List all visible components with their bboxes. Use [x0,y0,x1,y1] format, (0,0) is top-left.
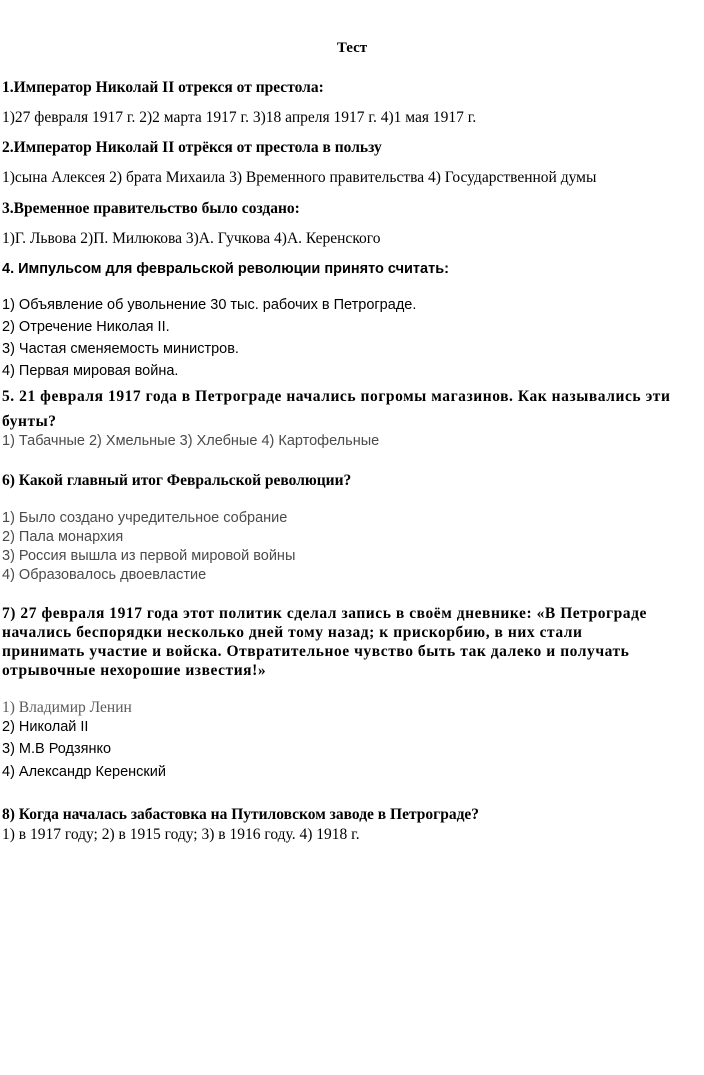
question-7: отрывочные нехорошие известия!» [2,662,267,679]
question-7-answer: 4) Александр Керенский [2,764,166,780]
question-2-answers: 1)сына Алексея 2) брата Михаила 3) Временного правительства 4) Государственной думы [2,169,597,186]
question-3: 3.Временное правительство было создано: [2,200,300,217]
question-7: принимать участие и войска. Отвратительное чувство быть так далеко и получать [2,643,630,660]
question-4-answer: 3) Частая сменяемость министров. [2,341,239,357]
question-7-answer: 3) М.В Родзянко [2,741,112,757]
question-2: 2.Император Николай II отрёкся от престола в пользу [2,139,382,156]
question-5-answers: 1) Табачные 2) Хмельные 3) Хлебные 4) Картофельные [2,433,380,449]
page-title: Тест [336,40,368,56]
question-4-answer: 2) Отречение Николая II. [2,319,170,335]
question-3-answers: 1)Г. Львова 2)П. Милюкова 3)А. Гучкова 4)А. Керенского [2,230,381,247]
question-8-answers: 1) в 1917 году; 2) в 1915 году; 3) в 1916 году. 4) 1918 г. [2,826,360,843]
question-1: 1.Император Николай II отрекся от престола: [2,79,324,96]
question-7-answer: 2) Николай II [2,719,89,735]
question-7-answer: 1) Владимир Ленин [2,699,132,716]
question-4: 4. Импульсом для февральской революции принято считать: [2,261,449,277]
question-6-answer: 1) Было создано учредительное собрание [2,510,288,526]
question-6-answer: 2) Пала монархия [2,529,124,545]
question-4-answer: 1) Объявление об увольнение 30 тыс. рабочих в Петрограде. [2,297,417,313]
question-8: 8) Когда началась забастовка на Путиловском заводе в Петрограде? [2,806,480,823]
question-1-answers: 1)27 февраля 1917 г. 2)2 марта 1917 г. 3)18 апреля 1917 г. 4)1 мая 1917 г. [2,109,477,126]
question-6-answer: 3) Россия вышла из первой мировой войны [2,548,296,564]
question-5: бунты? [2,413,57,430]
question-6: 6) Какой главный итог Февральской революции? [2,472,352,489]
question-7: начались беспорядки несколько дней тому назад; к прискорбию, в них стали [2,624,583,641]
question-5: 5. 21 февраля 1917 года в Петрограде начались погромы магазинов. Как назывались эти [2,388,671,405]
question-6-answer: 4) Образовалось двоевластие [2,567,207,583]
question-4-answer: 4) Первая мировая война. [2,363,179,379]
question-7: 7) 27 февраля 1917 года этот политик сделал запись в своём дневнике: «В Петрограде [2,605,647,622]
